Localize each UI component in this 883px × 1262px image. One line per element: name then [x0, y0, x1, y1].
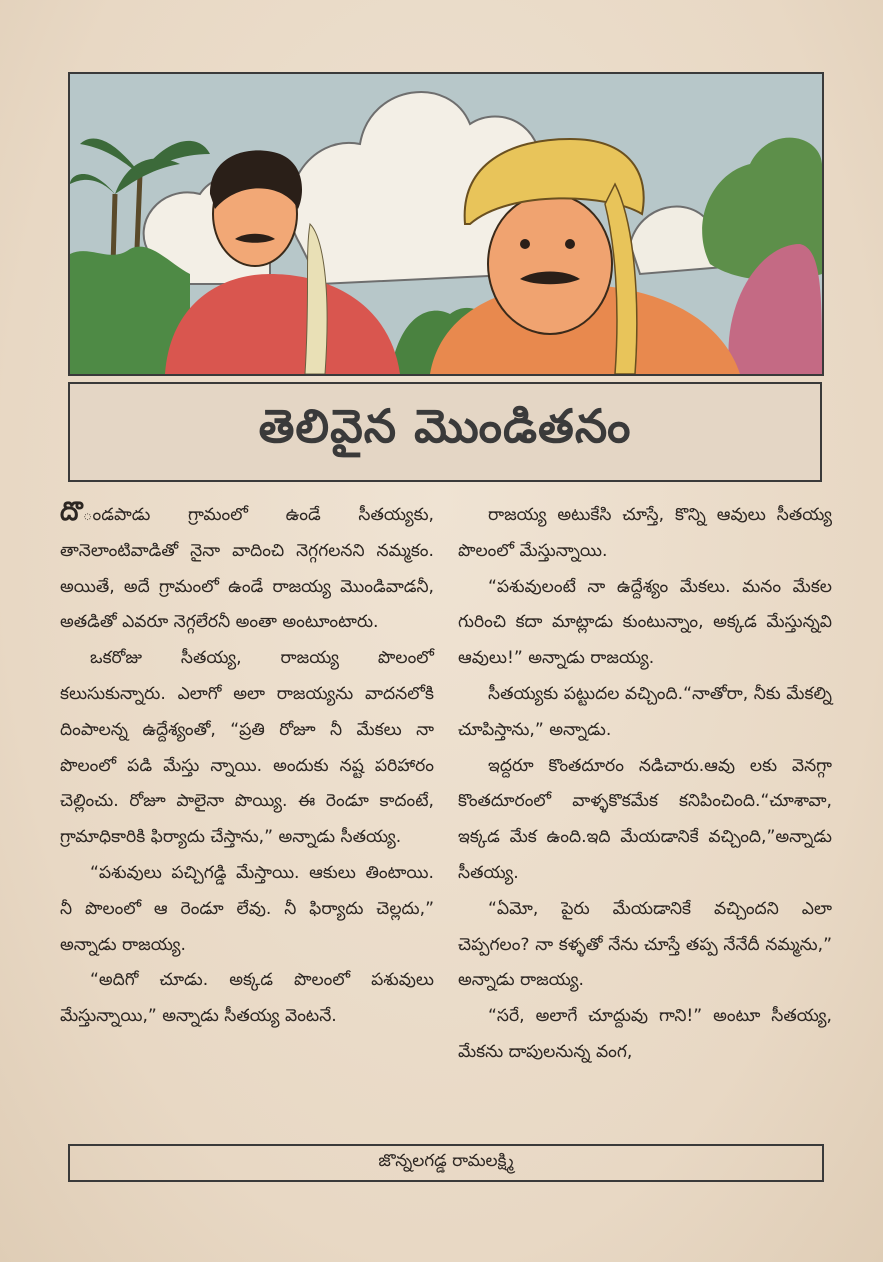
story-illustration [68, 72, 824, 376]
paragraph-text: ండపాడు గ్రామంలో ఉండే సీతయ్యకు, తానెలాంటివాడితో నైనా వాదించి నెగ్గగలనని నమ్మకం. అయితే, అదే గ్రామంలో ఉండే రాజయ్య మొండివాడనీ, అతడితో ఎవరూ నెగ్గలేరనీ అంతా అంటూంటారు. [60, 505, 434, 633]
paragraph: రాజయ్య అటుకేసి చూస్తే, కొన్ని ఆవులు సీతయ్య పొలంలో మేస్తున్నాయి. [458, 505, 832, 561]
illustration-drawing [70, 74, 822, 374]
paragraph: “ఏమో, పైరు మేయడానికే వచ్చిందని ఎలా చెప్పగలం? నా కళ్ళతో నేను చూస్తే తప్ప నేనేదీ నమ్మను,” అన్నాడు రాజయ్య. [458, 898, 832, 991]
paragraph: సీతయ్యకు పట్టుదల వచ్చింది.“నాతోరా, నీకు మేకల్ని చూపిస్తాను,” అన్నాడు. [458, 683, 832, 740]
paragraph: ఇద్దరూ కొంతదూరం నడిచారు.ఆవు లకు వెనగ్గా కొంతదూరంలో వాళ్ళకొకమేక కనిపించింది.“చూశావా, ఇక్కడ మేక ఉంది.ఇది మేయడానికే వచ్చింది,”అన్నాడు సీతయ్య. [458, 755, 832, 883]
paragraph: “సరే, అలాగే చూద్దువు గాని!” అంటూ సీతయ్య, మేకను దాపులనున్న వంగ, [458, 1006, 832, 1062]
paragraph [60, 498, 434, 641]
paragraph: ఒకరోజు సీతయ్య, రాజయ్య పొలంలో కలుసుకున్నారు. ఎలాగో అలా రాజయ్యను వాదనలోకి దింపాలన్న ఉద్దేశ్యంతో, “ప్రతి రోజూ నీ మేకలు నా పొలంలో పడి మేస్తు న్నాయి. అందుకు నష్ట పరిహారం చెల్లించు. రోజూ పాలైనా పొయ్యి. ఈ రెండూ కాదంటే, గ్రామాధికారికి ఫిర్యాదు చేస్తాను,” అన్నాడు సీతయ్య. [60, 648, 434, 848]
story-title-box [68, 382, 822, 482]
left-text-column [60, 498, 434, 1035]
story-title: తెలివైన మొండితనం [258, 399, 632, 453]
author-byline-box [68, 1144, 824, 1182]
paragraph: “పశువులంటే నా ఉద్దేశ్యం మేకలు. మనం మేకల గురించి కదా మాట్లాడు కుంటున్నాం, అక్కడ మేస్తున్నవి ఆవులు!” అన్నాడు రాజయ్య. [458, 576, 832, 669]
author-name: జొన్నలగడ్డ రామలక్ష్మి [378, 1151, 514, 1171]
paragraph: “పశువులు పచ్చిగడ్డి మేస్తాయి. ఆకులు తింటాయి. నీ పొలంలో ఆ రెండూ లేవు. నీ ఫిర్యాదు చెల్లదు,” అన్నాడు రాజయ్య. [60, 862, 434, 955]
drop-cap: దొ [60, 497, 83, 527]
right-text-column [458, 498, 832, 1071]
paragraph: “అదిగో చూడు. అక్కడ పొలంలో పశువులు మేస్తున్నాయి,” అన్నాడు సీతయ్య వెంటనే. [60, 970, 434, 1027]
